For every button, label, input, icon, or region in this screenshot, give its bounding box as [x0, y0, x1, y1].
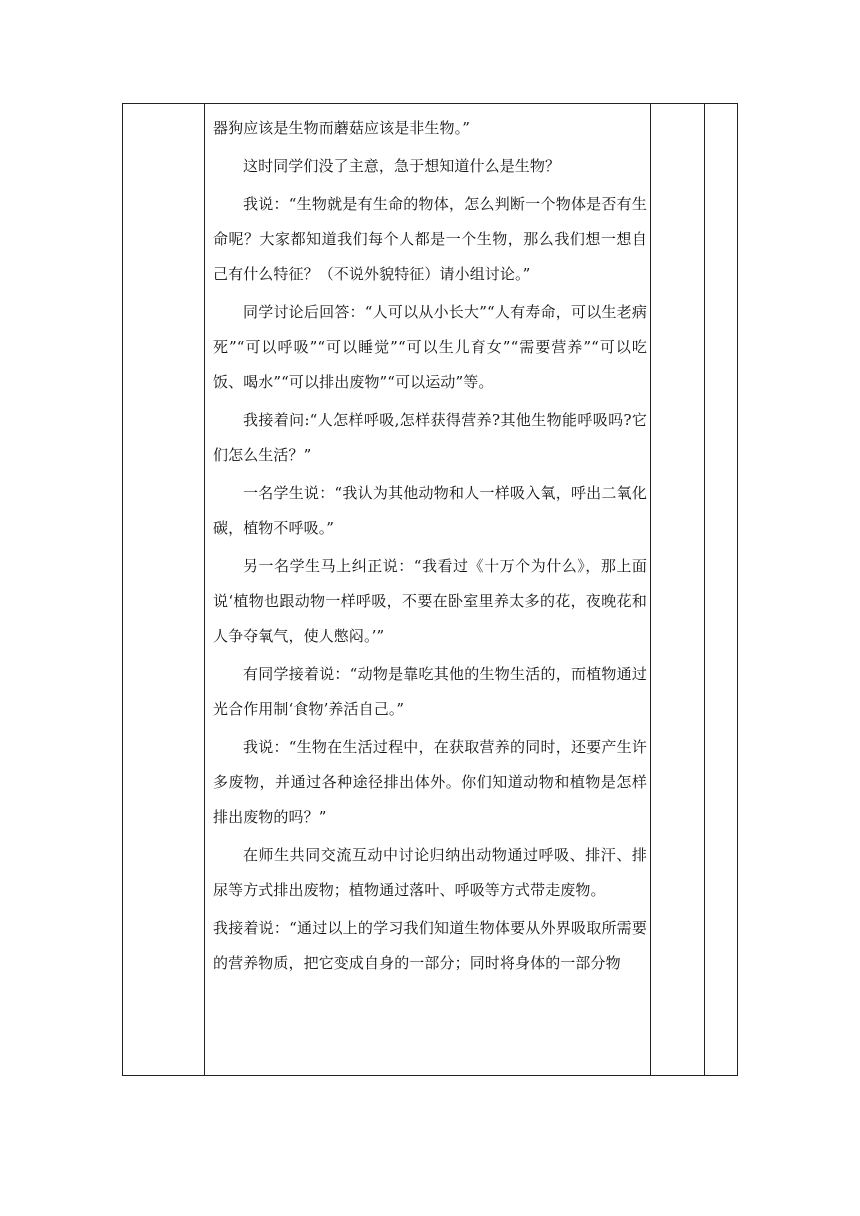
table-column-divider: [204, 104, 205, 1075]
paragraph: 同学讨论后回答：“人可以从小长大”“人有寿命，可以生老病死”“可以呼吸”“可以睡觉”“可以生儿育女”“需要营养”“可以吃饭、喝水”“可以排出废物”“可以运动”等。: [213, 303, 647, 391]
table-column-divider: [704, 104, 705, 1075]
paragraph: 另一名学生马上纠正说：“我看过《十万个为什么》，那上面说‘植物也跟动物一样呼吸，不要在卧室里养太多的花，夜晚花和人争夺氧气，使人憋闷。’”: [213, 557, 647, 645]
lesson-narrative: [213, 111, 647, 984]
paragraph: 我接着问:“人怎样呼吸,怎样获得营养?其他生物能呼吸吗?它们怎么生活？”: [213, 411, 647, 464]
paragraph: 器狗应该是生物而蘑菇应该是非生物。”: [213, 119, 470, 137]
paragraph: 我说：“生物在生活过程中，在获取营养的同时，还要产生许多废物，并通过各种途径排出体外。你们知道动物和植物是怎样排出废物的吗？”: [213, 738, 647, 826]
paragraph: 一名学生说：“我认为其他动物和人一样吸入氧，呼出二氧化碳，植物不呼吸。”: [213, 484, 647, 537]
table-column-divider: [650, 104, 651, 1075]
paragraph: 有同学接着说：“动物是靠吃其他的生物生活的，而植物通过光合作用制‘食物’养活自己。”: [213, 665, 647, 718]
paragraph: 在师生共同交流互动中讨论归纳出动物通过呼吸、排汗、排尿等方式排出废物；植物通过落叶、呼吸等方式带走废物。: [213, 846, 647, 899]
paragraph: 这时同学们没了主意，急于想知道什么是生物？: [243, 157, 561, 175]
paragraph: 我说：“生物就是有生命的物体，怎么判断一个物体是否有生命呢？大家都知道我们每个人都是一个生物，那么我们想一想自己有什么特征？（不说外貌特征）请小组讨论。”: [213, 195, 647, 283]
paragraph: 我接着说：“通过以上的学习我们知道生物体要从外界吸取所需要的营养物质，把它变成自身的一部分；同时将身体的一部分物: [213, 919, 647, 972]
